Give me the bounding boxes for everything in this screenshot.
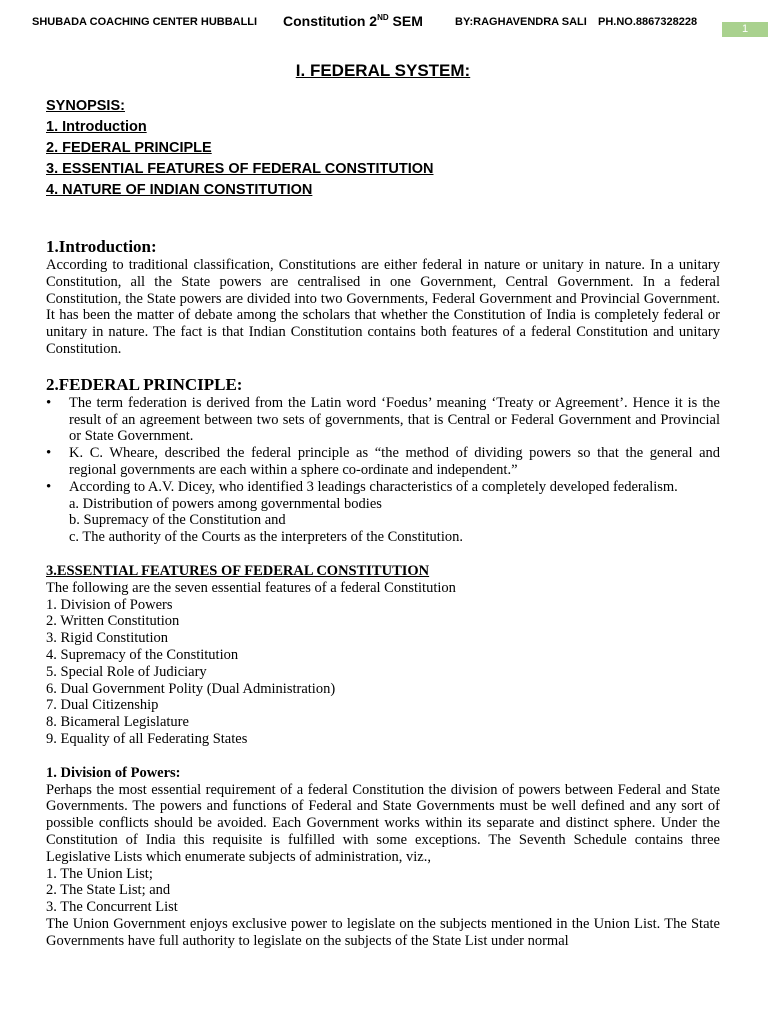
- feature-item: 9. Equality of all Federating States: [46, 730, 248, 747]
- bullet-item: • The term federation is derived from the Latin word ‘Foedus’ meaning ‘Treaty or Agreement’. Hence it is the result of an agreement between two sets of governments, that is Central or Federal Government and Provincial or State Government.: [46, 395, 720, 445]
- synopsis: [46, 96, 720, 201]
- features-list: [46, 580, 720, 748]
- feature-item: 4. Supremacy of the Constitution: [46, 646, 239, 663]
- feature-item: 2. Written Constitution: [46, 613, 180, 630]
- division-text: Perhaps the most essential requirement of a federal Constitution the division of powers between Federal and State Governments. The powers and functions of Federal and State Governments must be well defined and any sort of possible conflicts should be avoided. Each Government works within its separate and distinct sphere. Under the Constitution of India this requisite is fulfilled with some exceptions. The Seventh Schedule contains three Legislative Lists which enumerate subjects of administration, viz.,: [46, 781, 720, 865]
- page-header: [0, 13, 768, 37]
- synopsis-item: 1. Introduction: [46, 119, 147, 135]
- legislative-lists: [46, 866, 720, 916]
- page-title: I. FEDERAL SYSTEM:: [295, 61, 471, 80]
- list-item: 2. The State List; and: [46, 882, 171, 899]
- feature-item: 1. Division of Powers: [46, 596, 173, 613]
- sub-item: a. Distribution of powers among governmental bodies: [69, 495, 382, 512]
- division-heading: 1. Division of Powers:: [46, 764, 181, 781]
- sub-item: b. Supremacy of the Constitution and: [69, 512, 286, 529]
- subject-semester: [283, 13, 423, 29]
- sem-text: SEM: [388, 13, 423, 29]
- ordinal-suffix: ND: [377, 13, 389, 22]
- features-intro: The following are the seven essential features of a federal Constitution: [46, 579, 456, 596]
- dicey-characteristics: [46, 496, 720, 546]
- bullet-item: • K. C. Wheare, described the federal principle as “the method of dividing powers so that the general and regional governments are each within a sphere co-ordinate and independent.”: [46, 445, 720, 479]
- list-item: 1. The Union List;: [46, 865, 153, 882]
- page-number-badge: 1: [722, 22, 768, 37]
- list-item: 3. The Concurrent List: [46, 899, 178, 916]
- principle-bullets: [46, 395, 720, 496]
- synopsis-item: 3. ESSENTIAL FEATURES OF FEDERAL CONSTITUTION: [46, 161, 434, 177]
- intro-text: According to traditional classification, Constitutions are either federal in nature or unitary in nature. In a unitary Constitution, all the State powers are centralised in one Government, Central Government. In a federal Constitution, the State powers are divided into two Governments, Federal Government and Provincial Government. It has been the matter of debate among the scholars that whether the Constitution of India is completely federal or unitary in nature. The fact is that Indian Constitution contains both features of a federal Constitution and unitary Constitution.: [46, 257, 720, 357]
- synopsis-item: 2. FEDERAL PRINCIPLE: [46, 140, 212, 156]
- sub-item: c. The authority of the Courts as the interpreters of the Constitution.: [69, 529, 463, 546]
- features-heading: 3.ESSENTIAL FEATURES OF FEDERAL CONSTITUTION: [46, 562, 430, 579]
- feature-item: 6. Dual Government Polity (Dual Administration): [46, 680, 336, 697]
- feature-item: 7. Dual Citizenship: [46, 697, 159, 714]
- feature-item: 5. Special Role of Judiciary: [46, 663, 207, 680]
- synopsis-heading: SYNOPSIS:: [46, 98, 125, 114]
- feature-item: 3. Rigid Constitution: [46, 630, 169, 647]
- feature-item: 8. Bicameral Legislature: [46, 714, 189, 731]
- coaching-center-name: SHUBADA COACHING CENTER HUBBALLI: [32, 16, 258, 28]
- intro-heading: 1.Introduction:: [46, 237, 157, 256]
- author-name: BY:RAGHAVENDRA SALI: [455, 16, 587, 28]
- phone-number: PH.NO.8867328228: [598, 16, 698, 28]
- principle-heading: 2.FEDERAL PRINCIPLE:: [46, 374, 243, 394]
- subject-text: Constitution 2: [283, 13, 378, 29]
- bullet-item: • According to A.V. Dicey, who identified 3 leadings characteristics of a completely developed federalism.: [46, 479, 720, 496]
- document-body: [46, 60, 720, 949]
- synopsis-item: 4. NATURE OF INDIAN CONSTITUTION: [46, 182, 313, 198]
- division-text-continued: The Union Government enjoys exclusive power to legislate on the subjects mentioned in the Union List. The State Governments have full authority to legislate on the subjects of the State List under normal: [46, 915, 720, 949]
